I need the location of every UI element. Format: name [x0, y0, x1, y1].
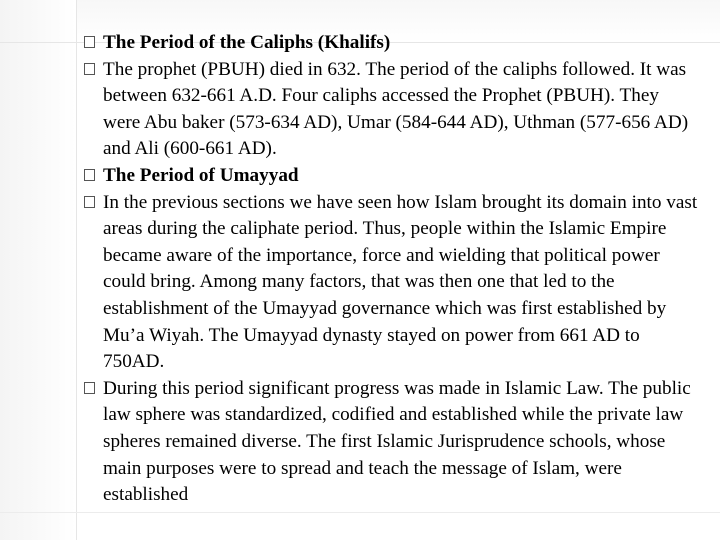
bullet-text: The Period of Umayyad	[103, 164, 299, 186]
bullet-item-umayyad-body	[84, 190, 699, 376]
bullet-item-law-body	[84, 376, 699, 509]
bullet-text: During this period significant progress was made in Islamic Law. The public law sphere was standardized, codified and established while the private law spheres remained diverse. The first Islamic Jurisprudence schools, whose main purposes were to spread and teach the message of Islam, were established	[103, 377, 691, 506]
slide-frame-left-line	[76, 0, 77, 540]
slide-frame-bottom-line	[0, 512, 720, 513]
square-bullet-icon	[84, 382, 95, 394]
bullet-text: In the previous sections we have seen how Islam brought its domain into vast areas during the caliphate period. Thus, people within the Islamic Empire became aware of the importance, force and wielding that political power could bring. Among many factors, that was then one that led to the establishment of the Umayyad governance which was first established by Mu’a Wiyah. The Umayyad dynasty stayed on power from 661 AD to 750AD.	[103, 191, 698, 373]
square-bullet-icon	[84, 36, 95, 48]
slide-left-shade	[0, 0, 76, 540]
bullet-item-caliphs-body	[84, 57, 699, 163]
bullet-item-umayyad-heading	[84, 163, 699, 190]
bullet-item-caliphs-heading	[84, 30, 699, 57]
bullet-text: The prophet (PBUH) died in 632. The period of the caliphs followed. It was between 632-661 A.D. Four caliphs accessed the Prophet (PBUH). They were Abu baker (573-634 AD), Umar (584-644 AD), Uthman (577-656 AD) and Ali (600-661 AD).	[103, 58, 689, 160]
square-bullet-icon	[84, 196, 95, 208]
slide-content	[84, 30, 699, 509]
bullet-text: The Period of the Caliphs (Khalifs)	[103, 32, 391, 53]
square-bullet-icon	[84, 63, 95, 75]
square-bullet-icon	[84, 169, 95, 181]
